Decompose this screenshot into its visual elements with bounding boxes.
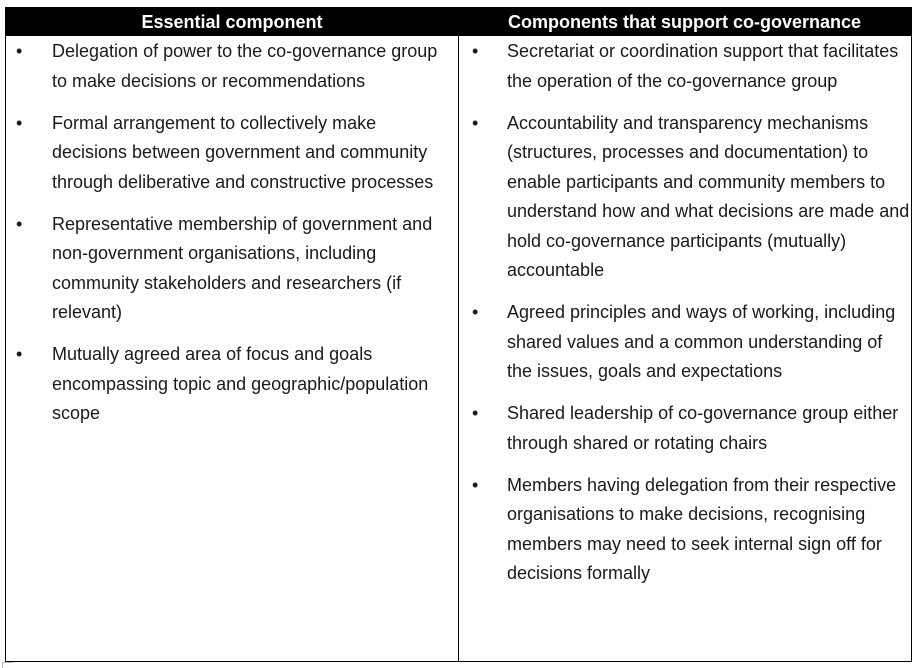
list-item — [459, 298, 911, 387]
bullet-icon: • — [16, 112, 23, 133]
list-item — [459, 109, 911, 286]
list-item — [6, 340, 458, 429]
bullet-icon: • — [472, 112, 479, 133]
list-item-text: Representative membership of government and non-government organisations, including community stakeholders and researchers (if relevant) — [52, 213, 433, 322]
header-essential-component: Essential component — [141, 12, 323, 32]
bullet-icon: • — [16, 344, 23, 364]
table-anchor-mark — [2, 662, 13, 668]
list-item — [459, 37, 911, 96]
bullet-icon: • — [472, 41, 479, 61]
bullet-icon: • — [472, 474, 479, 495]
bullet-icon: • — [472, 302, 479, 322]
components-table — [5, 7, 912, 662]
list-item-text: Secretariat or coordination support that facilitates the operation of the co-governance group — [507, 41, 899, 91]
essential-component-column — [6, 37, 458, 441]
list-item — [459, 399, 911, 458]
list-item — [6, 109, 458, 198]
list-item-text: Shared leadership of co-governance group either through shared or rotating chairs — [507, 403, 899, 453]
bullet-icon: • — [16, 41, 23, 61]
list-item-text: Formal arrangement to collectively make decisions between government and community through deliberative and constructive processes — [52, 112, 434, 192]
essential-component-list — [6, 37, 458, 429]
list-item — [459, 471, 911, 589]
list-item — [6, 37, 458, 96]
bullet-icon: • — [472, 403, 479, 423]
list-item-text: Delegation of power to the co-governance group to make decisions or recommendations — [52, 41, 438, 91]
supporting-components-list — [459, 37, 911, 589]
list-item-text: Mutually agreed area of focus and goals encompassing topic and geographic/population scope — [52, 344, 429, 423]
list-item-text: Accountability and transparency mechanisms (structures, processes and documentation) to enable participants and community members to understand how and what decisions are made and hold co-governance participants (mutually) accountable — [507, 112, 910, 280]
list-item-text: Members having delegation from their respective organisations to make decisions, recognising members may need to seek internal sign off for decisions formally — [507, 474, 897, 583]
supporting-components-column — [459, 37, 911, 601]
bullet-icon: • — [16, 213, 23, 234]
table-header-row — [6, 8, 911, 36]
header-supporting-components: Components that support co-governance — [507, 12, 862, 32]
list-item-text: Agreed principles and ways of working, including shared values and a common understanding of the issues, goals and expectations — [507, 302, 896, 381]
list-item — [6, 210, 458, 328]
